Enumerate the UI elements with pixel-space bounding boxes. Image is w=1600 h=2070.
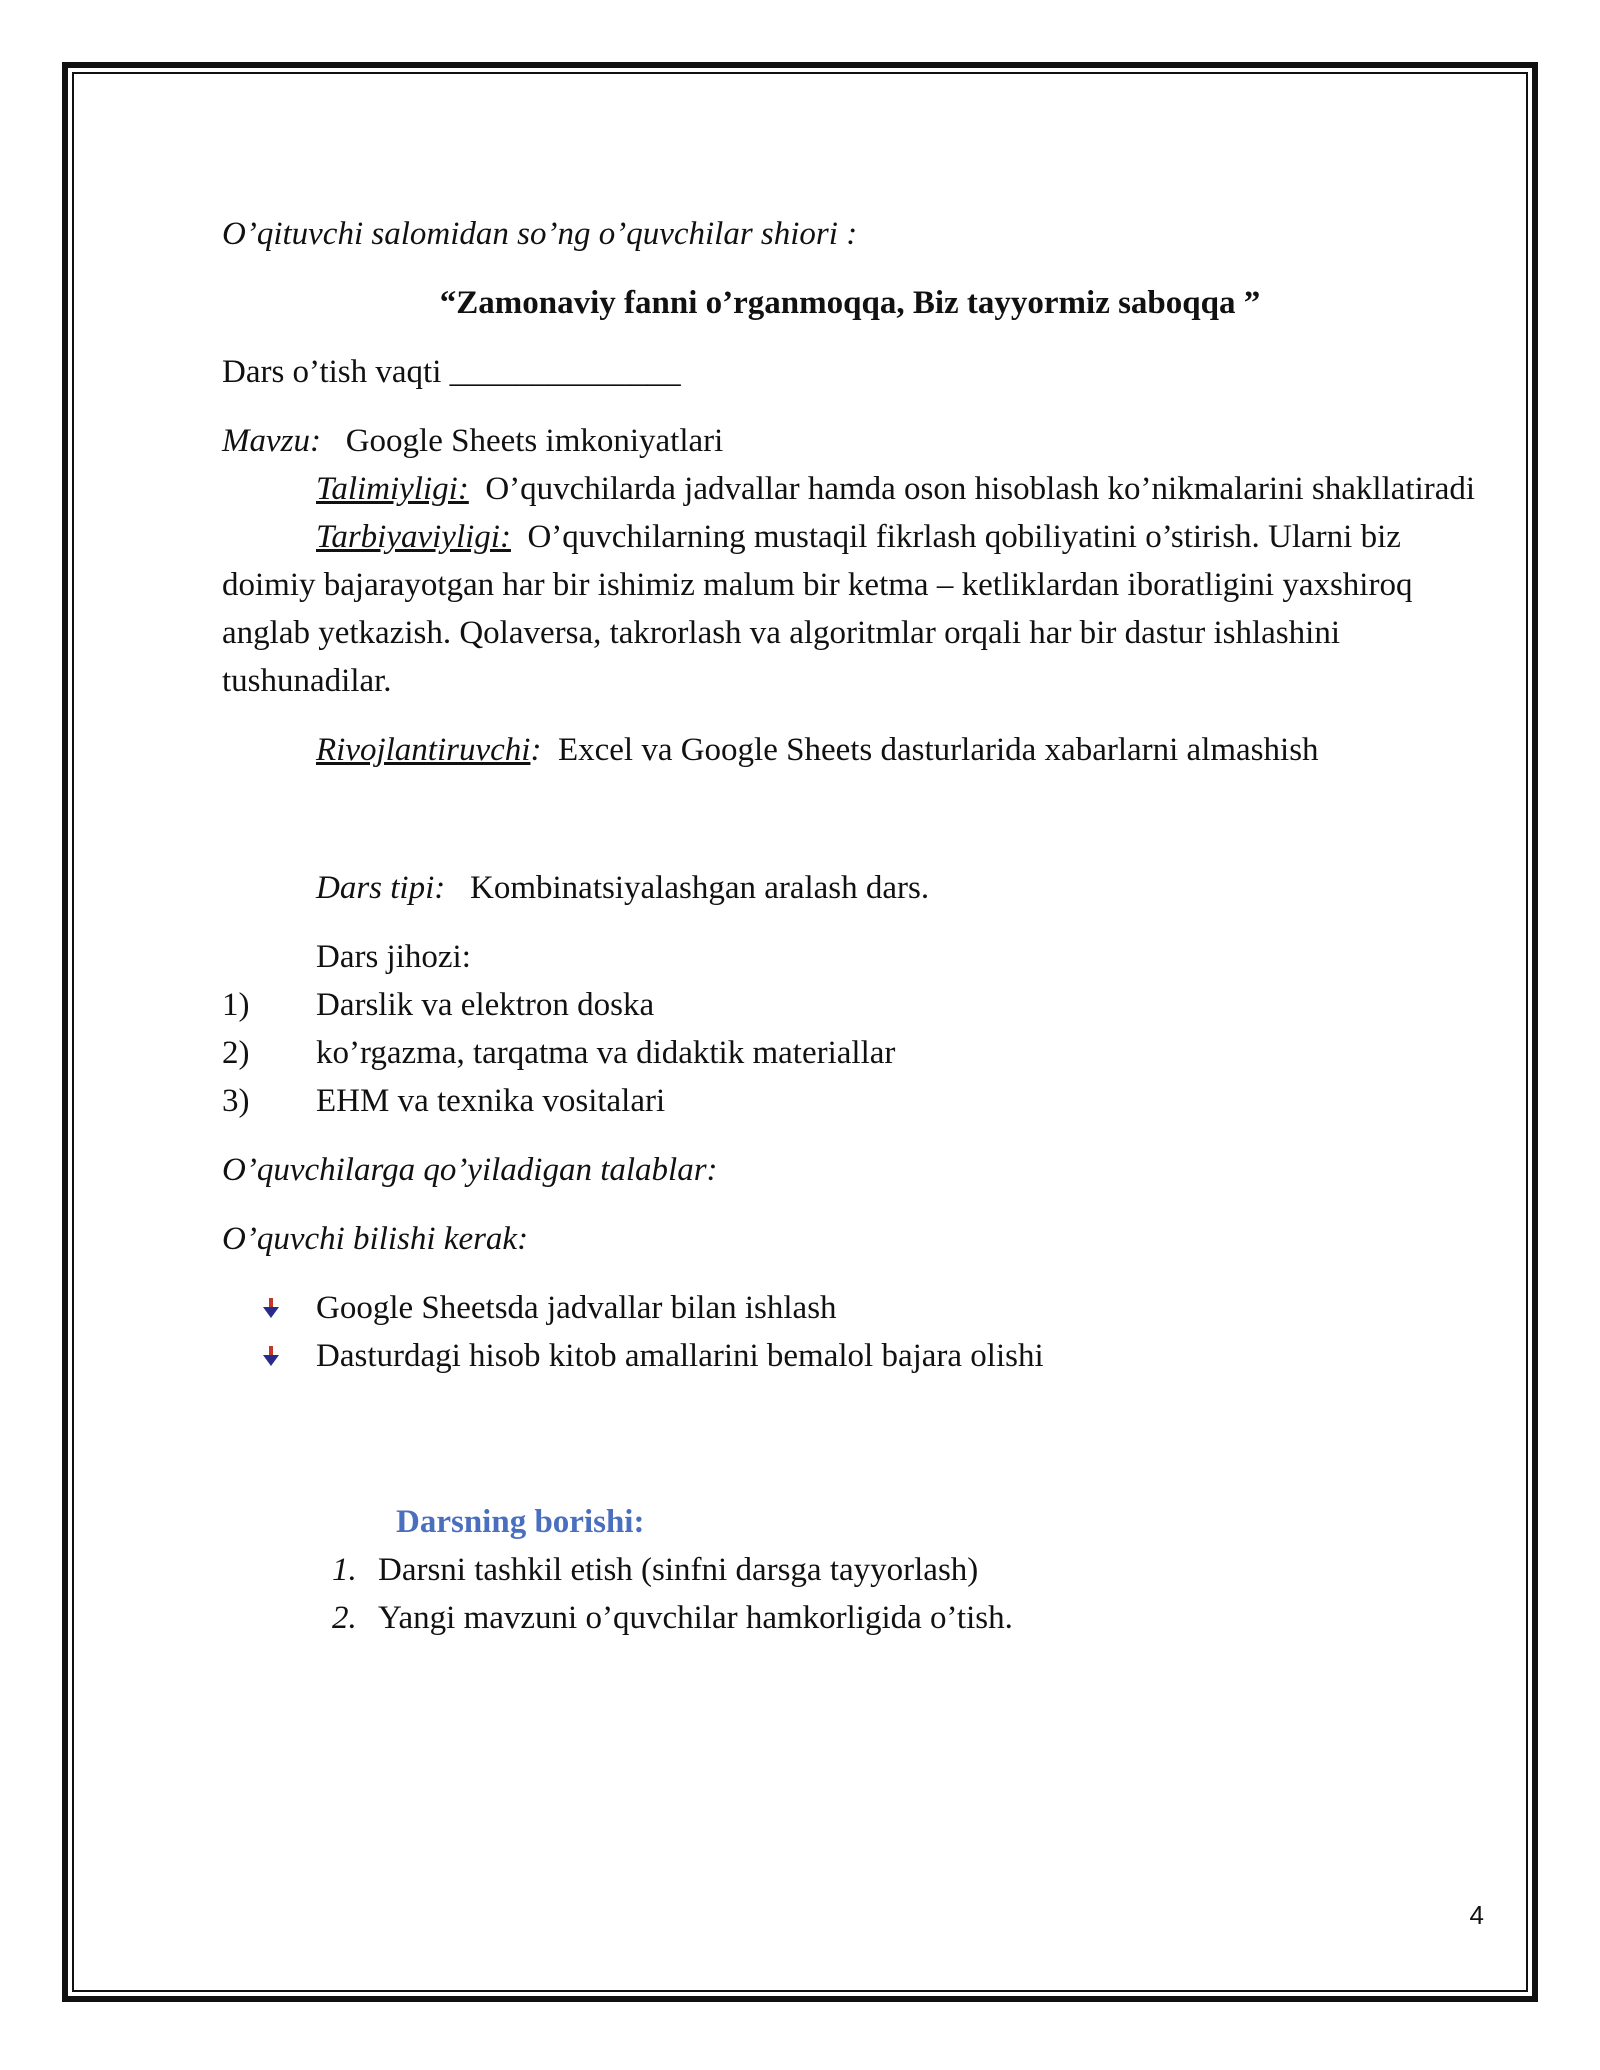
equipment-item-number: 1) bbox=[222, 987, 250, 1023]
list-item-text: Dasturdagi hisob kitob amallarini bemalol bajara olishi bbox=[316, 1338, 1044, 1374]
lesson-time-blank: ______________ bbox=[449, 354, 681, 390]
progress-step-text: Yangi mavzuni o’quvchilar hamkorligida o’tish. bbox=[378, 1600, 1013, 1636]
lesson-type-value: Kombinatsiyalashgan aralash dars. bbox=[470, 870, 930, 906]
equipment-label: Dars jihozi: bbox=[316, 939, 471, 975]
must-know-list bbox=[222, 1284, 1478, 1380]
progress-step bbox=[222, 1546, 1478, 1594]
educational-text: O’quvchilarda jadvallar hamda oson hisoblash ko’nikmalarini shakllatiradi bbox=[485, 471, 1476, 507]
developmental-label: Rivojlantiruvchi bbox=[316, 732, 531, 768]
arrow-down-bullet-icon bbox=[222, 1297, 316, 1319]
document-body bbox=[222, 210, 1478, 1642]
list-item-text: Google Sheetsda jadvallar bilan ishlash bbox=[316, 1290, 837, 1326]
lesson-time-label: Dars o’tish vaqti bbox=[222, 354, 442, 390]
slogan-intro: O’qituvchi salomidan so’ng o’quvchilar shiori : bbox=[222, 216, 858, 252]
page-number: 4 bbox=[1469, 1900, 1484, 1930]
equipment-item-number: 3) bbox=[222, 1083, 250, 1119]
equipment-item-text: ko’rgazma, tarqatma va didaktik materiallar bbox=[316, 1035, 896, 1071]
lesson-time bbox=[222, 348, 1478, 396]
progress-step-number: 2. bbox=[332, 1600, 357, 1636]
upbringing-goal bbox=[222, 513, 1478, 705]
topic bbox=[222, 417, 1478, 465]
progress-step bbox=[222, 1594, 1478, 1642]
topic-label: Mavzu: bbox=[222, 423, 321, 459]
slogan: “Zamonaviy fanni o’rganmoqqa, Biz tayyormiz saboqqa ” bbox=[439, 285, 1261, 321]
must-know-label: O’quvchi bilishi kerak: bbox=[222, 1221, 529, 1257]
equipment-item bbox=[222, 1077, 1478, 1125]
requirements-title: O’quvchilarga qo’yiladigan talablar: bbox=[222, 1152, 718, 1188]
equipment-item-text: EHM va texnika vositalari bbox=[316, 1083, 666, 1119]
lesson-type-label: Dars tipi: bbox=[316, 870, 446, 906]
topic-value: Google Sheets imkoniyatlari bbox=[345, 423, 724, 459]
developmental-goal: Rivojlantiruvchi: Excel va Google Sheets dasturlarida xabarlarni almashish bbox=[316, 732, 1319, 768]
equipment-item bbox=[222, 981, 1478, 1029]
educational-label: Talimiyligi: bbox=[316, 471, 469, 507]
equipment-item-text: Darslik va elektron doska bbox=[316, 987, 655, 1023]
progress-heading: Darsning borishi: bbox=[396, 1504, 645, 1540]
progress-step-text: Darsni tashkil etish (sinfni darsga tayyorlash) bbox=[378, 1552, 979, 1588]
list-item bbox=[222, 1284, 1478, 1332]
equipment-item bbox=[222, 1029, 1478, 1077]
upbringing-text: O’quvchilarning mustaqil fikrlash qobiliyatini o’stirish. Ularni biz doimiy bajarayotgan har bir ishimiz malum bir ketma – ketliklardan iboratligini yaxshiroq anglab yetkazish. Qolaversa, takrorlash va algoritmlar orqali har bir dastur ishlashini tushunadilar. bbox=[222, 519, 1413, 699]
arrow-down-bullet-icon bbox=[222, 1345, 316, 1367]
progress-step-number: 1. bbox=[332, 1552, 357, 1588]
developmental-text: Excel va Google Sheets dasturlarida xabarlarni almashish bbox=[557, 732, 1319, 768]
equipment-item-number: 2) bbox=[222, 1035, 250, 1071]
educational-goal bbox=[222, 465, 1478, 513]
lesson-type bbox=[222, 864, 1478, 912]
upbringing-label: Tarbiyaviyligi: bbox=[316, 519, 511, 555]
list-item bbox=[222, 1332, 1478, 1380]
